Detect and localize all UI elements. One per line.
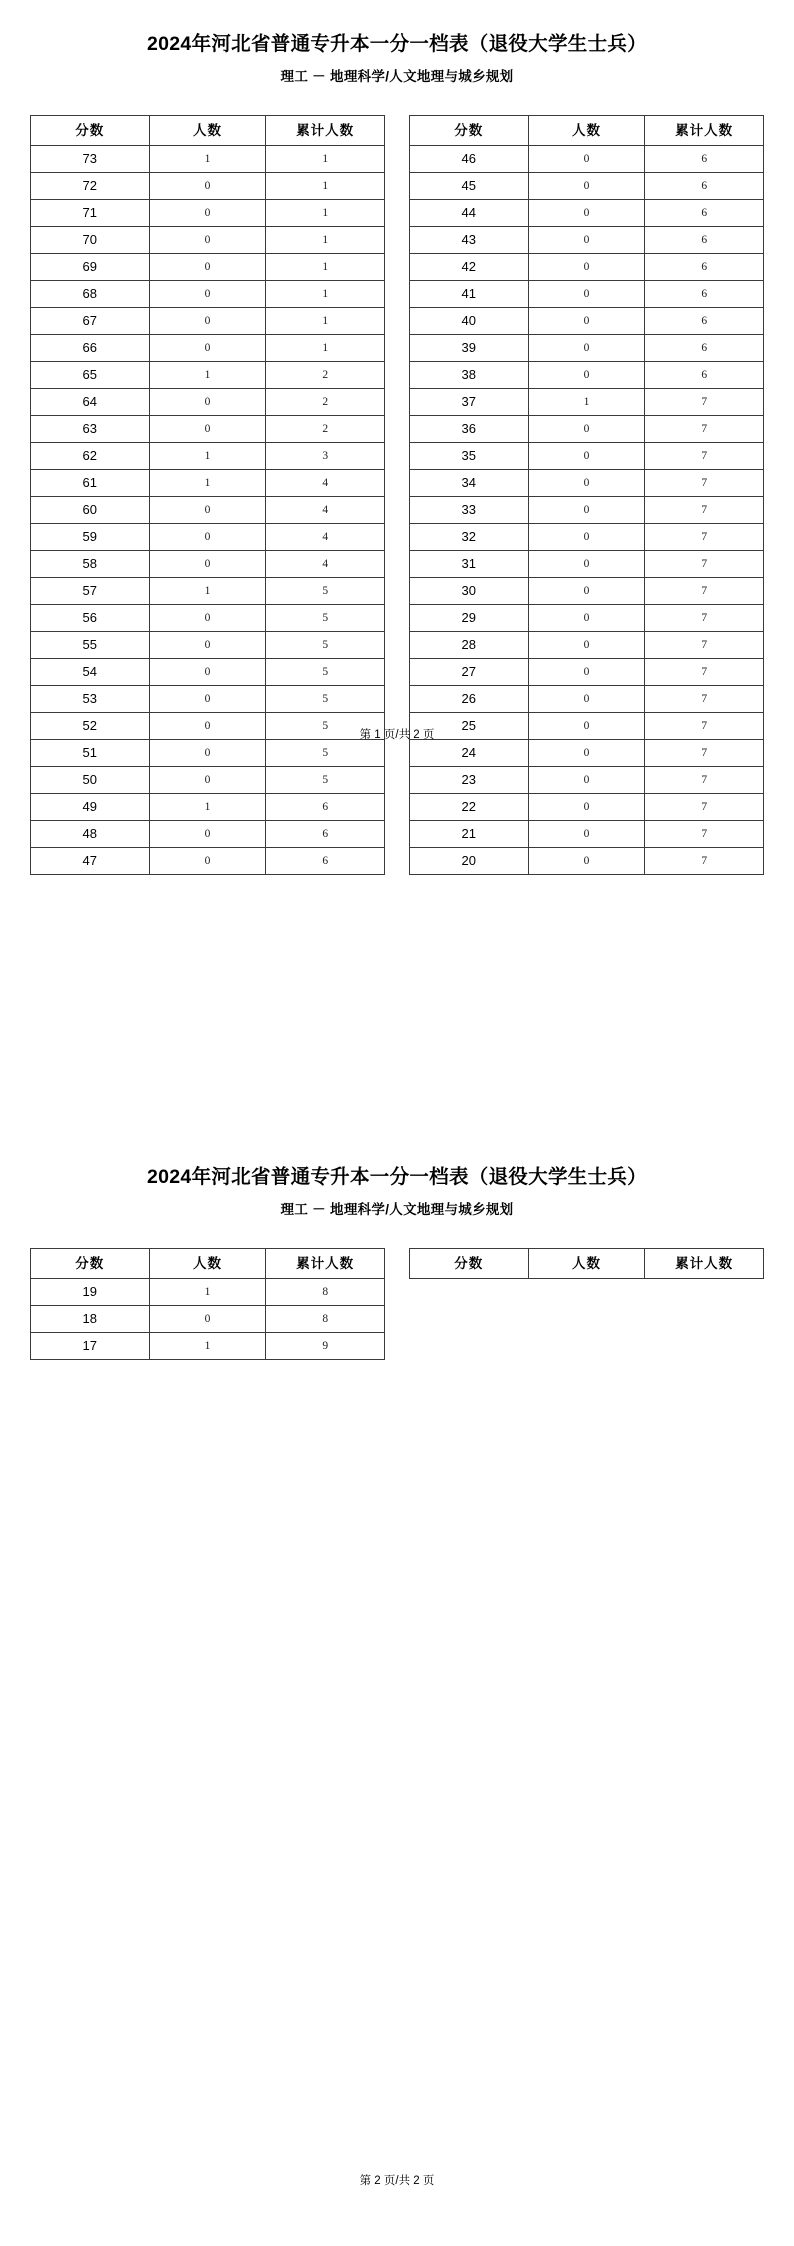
cell-score: 31 (410, 551, 529, 578)
table-row (31, 821, 385, 848)
cell-cumulative: 8 (266, 1306, 385, 1333)
cell-cumulative: 7 (645, 686, 764, 713)
score-table-left-page-2 (30, 1248, 385, 1360)
cell-count: 0 (149, 686, 266, 713)
table-row (31, 524, 385, 551)
cell-score: 26 (410, 686, 529, 713)
cell-cumulative: 7 (645, 578, 764, 605)
cell-cumulative: 8 (266, 1279, 385, 1306)
cell-count: 1 (149, 470, 266, 497)
page-subtitle: 理工 － 地理科学/人文地理与城乡规划 (280, 69, 514, 84)
table-row (410, 551, 764, 578)
cell-cumulative: 4 (266, 551, 385, 578)
cell-score: 56 (31, 605, 150, 632)
cell-cumulative: 6 (645, 335, 764, 362)
cell-count: 0 (528, 794, 645, 821)
cell-count: 0 (149, 632, 266, 659)
table-header-row (31, 116, 385, 146)
cell-cumulative: 5 (266, 713, 385, 740)
cell-cumulative: 7 (645, 713, 764, 740)
table-row (31, 497, 385, 524)
cell-score: 40 (410, 308, 529, 335)
cell-score: 48 (31, 821, 150, 848)
table-row (31, 551, 385, 578)
cell-score: 24 (410, 740, 529, 767)
cell-score: 34 (410, 470, 529, 497)
cell-score: 73 (31, 146, 150, 173)
cell-cumulative: 7 (645, 659, 764, 686)
cell-score: 47 (31, 848, 150, 875)
cell-score: 55 (31, 632, 150, 659)
cell-count: 0 (528, 416, 645, 443)
cell-score: 41 (410, 281, 529, 308)
cell-count: 0 (528, 497, 645, 524)
cell-count: 0 (528, 605, 645, 632)
cell-score: 43 (410, 227, 529, 254)
cell-score: 49 (31, 794, 150, 821)
cell-score: 23 (410, 767, 529, 794)
table-row (31, 227, 385, 254)
page-title: 2024年河北省普通专升本一分一档表（退役大学生士兵） (147, 1166, 647, 1188)
cell-count: 0 (528, 686, 645, 713)
column-header-score: 分数 (31, 1249, 150, 1279)
cell-cumulative: 7 (645, 551, 764, 578)
cell-score: 70 (31, 227, 150, 254)
cell-cumulative: 2 (266, 362, 385, 389)
cell-count: 0 (528, 740, 645, 767)
cell-count: 0 (149, 605, 266, 632)
cell-cumulative: 7 (645, 821, 764, 848)
cell-cumulative: 6 (266, 794, 385, 821)
cell-cumulative: 7 (645, 794, 764, 821)
column-header-cumulative: 累计人数 (266, 1249, 385, 1279)
column-header-cumulative: 累计人数 (266, 116, 385, 146)
cell-count: 0 (528, 200, 645, 227)
table-row (31, 848, 385, 875)
table-row (31, 794, 385, 821)
cell-cumulative: 6 (266, 821, 385, 848)
cell-cumulative: 7 (645, 470, 764, 497)
table-row (410, 308, 764, 335)
cell-cumulative: 2 (266, 389, 385, 416)
cell-cumulative: 7 (645, 767, 764, 794)
cell-score: 25 (410, 713, 529, 740)
cell-cumulative: 5 (266, 659, 385, 686)
table-row (31, 362, 385, 389)
right-table-column-page-2 (409, 1248, 764, 1279)
cell-score: 27 (410, 659, 529, 686)
cell-score: 36 (410, 416, 529, 443)
cell-count: 0 (528, 767, 645, 794)
table-row (31, 389, 385, 416)
cell-score: 18 (31, 1306, 150, 1333)
cell-count: 0 (528, 632, 645, 659)
left-table-column-page-1 (30, 115, 385, 875)
cell-cumulative: 7 (645, 740, 764, 767)
cell-cumulative: 7 (645, 605, 764, 632)
cell-cumulative: 6 (645, 281, 764, 308)
score-table-left-page-1 (30, 115, 385, 875)
page-subtitle: 理工 － 地理科学/人文地理与城乡规划 (280, 1202, 514, 1217)
cell-count: 0 (149, 335, 266, 362)
cell-count: 0 (528, 470, 645, 497)
cell-count: 0 (149, 389, 266, 416)
cell-score: 42 (410, 254, 529, 281)
cell-cumulative: 6 (645, 200, 764, 227)
cell-count: 0 (528, 524, 645, 551)
cell-cumulative: 7 (645, 524, 764, 551)
table-row (410, 578, 764, 605)
cell-cumulative: 6 (645, 146, 764, 173)
cell-count: 0 (149, 848, 266, 875)
table-header-row (410, 1249, 764, 1279)
table-row (410, 686, 764, 713)
column-header-score: 分数 (410, 116, 529, 146)
cell-count: 0 (528, 146, 645, 173)
cell-cumulative: 5 (266, 740, 385, 767)
cell-score: 21 (410, 821, 529, 848)
cell-count: 1 (149, 1333, 266, 1360)
table-row (410, 389, 764, 416)
cell-cumulative: 7 (645, 416, 764, 443)
table-row (410, 659, 764, 686)
table-row (410, 254, 764, 281)
cell-cumulative: 7 (645, 443, 764, 470)
column-header-cumulative: 累计人数 (645, 116, 764, 146)
column-header-count: 人数 (149, 116, 266, 146)
table-row (31, 1306, 385, 1333)
cell-score: 69 (31, 254, 150, 281)
cell-count: 0 (528, 713, 645, 740)
table-row (410, 227, 764, 254)
table-row (31, 605, 385, 632)
table-row (410, 524, 764, 551)
table-row (410, 740, 764, 767)
score-table-right-page-1 (409, 115, 764, 875)
cell-cumulative: 1 (266, 254, 385, 281)
cell-score: 57 (31, 578, 150, 605)
cell-count: 0 (149, 767, 266, 794)
cell-count: 0 (528, 821, 645, 848)
cell-score: 63 (31, 416, 150, 443)
cell-score: 38 (410, 362, 529, 389)
cell-cumulative: 1 (266, 227, 385, 254)
cell-count: 1 (149, 578, 266, 605)
cell-cumulative: 5 (266, 686, 385, 713)
cell-score: 53 (31, 686, 150, 713)
cell-cumulative: 1 (266, 308, 385, 335)
cell-score: 39 (410, 335, 529, 362)
cell-score: 37 (410, 389, 529, 416)
table-row (31, 578, 385, 605)
table-row (31, 659, 385, 686)
table-row (410, 281, 764, 308)
cell-cumulative: 6 (645, 362, 764, 389)
table-row (410, 443, 764, 470)
table-row (31, 632, 385, 659)
cell-count: 0 (528, 281, 645, 308)
cell-score: 59 (31, 524, 150, 551)
cell-count: 0 (528, 173, 645, 200)
cell-score: 51 (31, 740, 150, 767)
cell-score: 29 (410, 605, 529, 632)
cell-count: 0 (149, 416, 266, 443)
cell-count: 0 (528, 443, 645, 470)
table-header-row (31, 1249, 385, 1279)
cell-score: 45 (410, 173, 529, 200)
column-header-count: 人数 (149, 1249, 266, 1279)
cell-cumulative: 1 (266, 200, 385, 227)
table-row (410, 497, 764, 524)
cell-cumulative: 5 (266, 767, 385, 794)
table-row (31, 1279, 385, 1306)
table-row (410, 173, 764, 200)
cell-cumulative: 6 (645, 227, 764, 254)
table-row (31, 1333, 385, 1360)
cell-cumulative: 9 (266, 1333, 385, 1360)
cell-cumulative: 6 (266, 848, 385, 875)
table-row (410, 146, 764, 173)
cell-count: 0 (149, 1306, 266, 1333)
score-table-right-page-2 (409, 1248, 764, 1279)
column-header-count: 人数 (528, 1249, 645, 1279)
cell-cumulative: 1 (266, 281, 385, 308)
cell-count: 0 (528, 308, 645, 335)
cell-score: 19 (31, 1279, 150, 1306)
table-header-row (410, 116, 764, 146)
cell-count: 0 (528, 227, 645, 254)
cell-count: 0 (149, 713, 266, 740)
table-row (31, 281, 385, 308)
cell-count: 1 (149, 146, 266, 173)
column-header-cumulative: 累计人数 (645, 1249, 764, 1279)
cell-score: 50 (31, 767, 150, 794)
table-row (410, 605, 764, 632)
table-row (410, 767, 764, 794)
table-row (31, 254, 385, 281)
cell-count: 0 (149, 740, 266, 767)
tables-container-page-1 (0, 115, 794, 875)
cell-count: 0 (528, 848, 645, 875)
cell-score: 35 (410, 443, 529, 470)
cell-score: 44 (410, 200, 529, 227)
cell-count: 1 (149, 443, 266, 470)
cell-score: 72 (31, 173, 150, 200)
table-row (410, 848, 764, 875)
cell-cumulative: 6 (645, 254, 764, 281)
cell-count: 0 (528, 254, 645, 281)
cell-count: 0 (149, 173, 266, 200)
cell-score: 32 (410, 524, 529, 551)
cell-count: 0 (149, 659, 266, 686)
cell-score: 64 (31, 389, 150, 416)
cell-score: 28 (410, 632, 529, 659)
cell-count: 0 (528, 362, 645, 389)
cell-cumulative: 7 (645, 497, 764, 524)
table-row (31, 335, 385, 362)
table-row (31, 200, 385, 227)
table-row (31, 173, 385, 200)
cell-count: 0 (149, 200, 266, 227)
table-row (410, 416, 764, 443)
cell-cumulative: 4 (266, 470, 385, 497)
cell-score: 61 (31, 470, 150, 497)
cell-count: 0 (149, 551, 266, 578)
right-table-column-page-1 (409, 115, 764, 875)
cell-count: 0 (528, 578, 645, 605)
table-row (31, 443, 385, 470)
tables-container-page-2 (0, 1248, 794, 1360)
cell-cumulative: 3 (266, 443, 385, 470)
cell-score: 17 (31, 1333, 150, 1360)
cell-count: 1 (149, 1279, 266, 1306)
cell-score: 60 (31, 497, 150, 524)
cell-count: 1 (528, 389, 645, 416)
cell-score: 68 (31, 281, 150, 308)
cell-score: 62 (31, 443, 150, 470)
table-row (410, 632, 764, 659)
cell-score: 20 (410, 848, 529, 875)
page-title: 2024年河北省普通专升本一分一档表（退役大学生士兵） (147, 33, 647, 55)
cell-cumulative: 1 (266, 335, 385, 362)
cell-count: 0 (528, 335, 645, 362)
cell-cumulative: 6 (645, 308, 764, 335)
table-row (410, 470, 764, 497)
cell-count: 0 (149, 524, 266, 551)
cell-count: 0 (149, 308, 266, 335)
cell-score: 54 (31, 659, 150, 686)
cell-count: 0 (149, 227, 266, 254)
column-header-score: 分数 (31, 116, 150, 146)
table-row (410, 335, 764, 362)
cell-score: 67 (31, 308, 150, 335)
cell-score: 66 (31, 335, 150, 362)
table-row (31, 767, 385, 794)
cell-score: 22 (410, 794, 529, 821)
cell-cumulative: 7 (645, 848, 764, 875)
cell-score: 58 (31, 551, 150, 578)
cell-score: 52 (31, 713, 150, 740)
cell-cumulative: 5 (266, 632, 385, 659)
cell-cumulative: 2 (266, 416, 385, 443)
table-row (410, 362, 764, 389)
table-row (31, 146, 385, 173)
cell-count: 0 (149, 497, 266, 524)
cell-count: 0 (528, 659, 645, 686)
cell-score: 30 (410, 578, 529, 605)
page-footer-1: 第 1 页/共 2 页 (359, 729, 435, 741)
cell-count: 0 (149, 254, 266, 281)
cell-cumulative: 5 (266, 578, 385, 605)
cell-cumulative: 4 (266, 524, 385, 551)
left-table-column-page-2 (30, 1248, 385, 1360)
column-header-count: 人数 (528, 116, 645, 146)
cell-cumulative: 6 (645, 173, 764, 200)
cell-score: 65 (31, 362, 150, 389)
cell-score: 71 (31, 200, 150, 227)
table-row (410, 821, 764, 848)
cell-count: 1 (149, 362, 266, 389)
cell-cumulative: 7 (645, 632, 764, 659)
table-row (31, 740, 385, 767)
cell-cumulative: 5 (266, 605, 385, 632)
cell-score: 33 (410, 497, 529, 524)
cell-score: 46 (410, 146, 529, 173)
cell-count: 0 (149, 281, 266, 308)
cell-count: 0 (528, 551, 645, 578)
cell-cumulative: 4 (266, 497, 385, 524)
cell-count: 0 (149, 821, 266, 848)
table-row (410, 794, 764, 821)
table-row (410, 200, 764, 227)
column-header-score: 分数 (410, 1249, 529, 1279)
cell-cumulative: 1 (266, 173, 385, 200)
document-page-2 (0, 1123, 794, 2246)
page-footer-2: 第 2 页/共 2 页 (359, 2175, 435, 2187)
table-row (31, 686, 385, 713)
table-row (31, 308, 385, 335)
cell-cumulative: 1 (266, 146, 385, 173)
table-row (31, 470, 385, 497)
cell-count: 1 (149, 794, 266, 821)
table-row (31, 416, 385, 443)
cell-cumulative: 7 (645, 389, 764, 416)
